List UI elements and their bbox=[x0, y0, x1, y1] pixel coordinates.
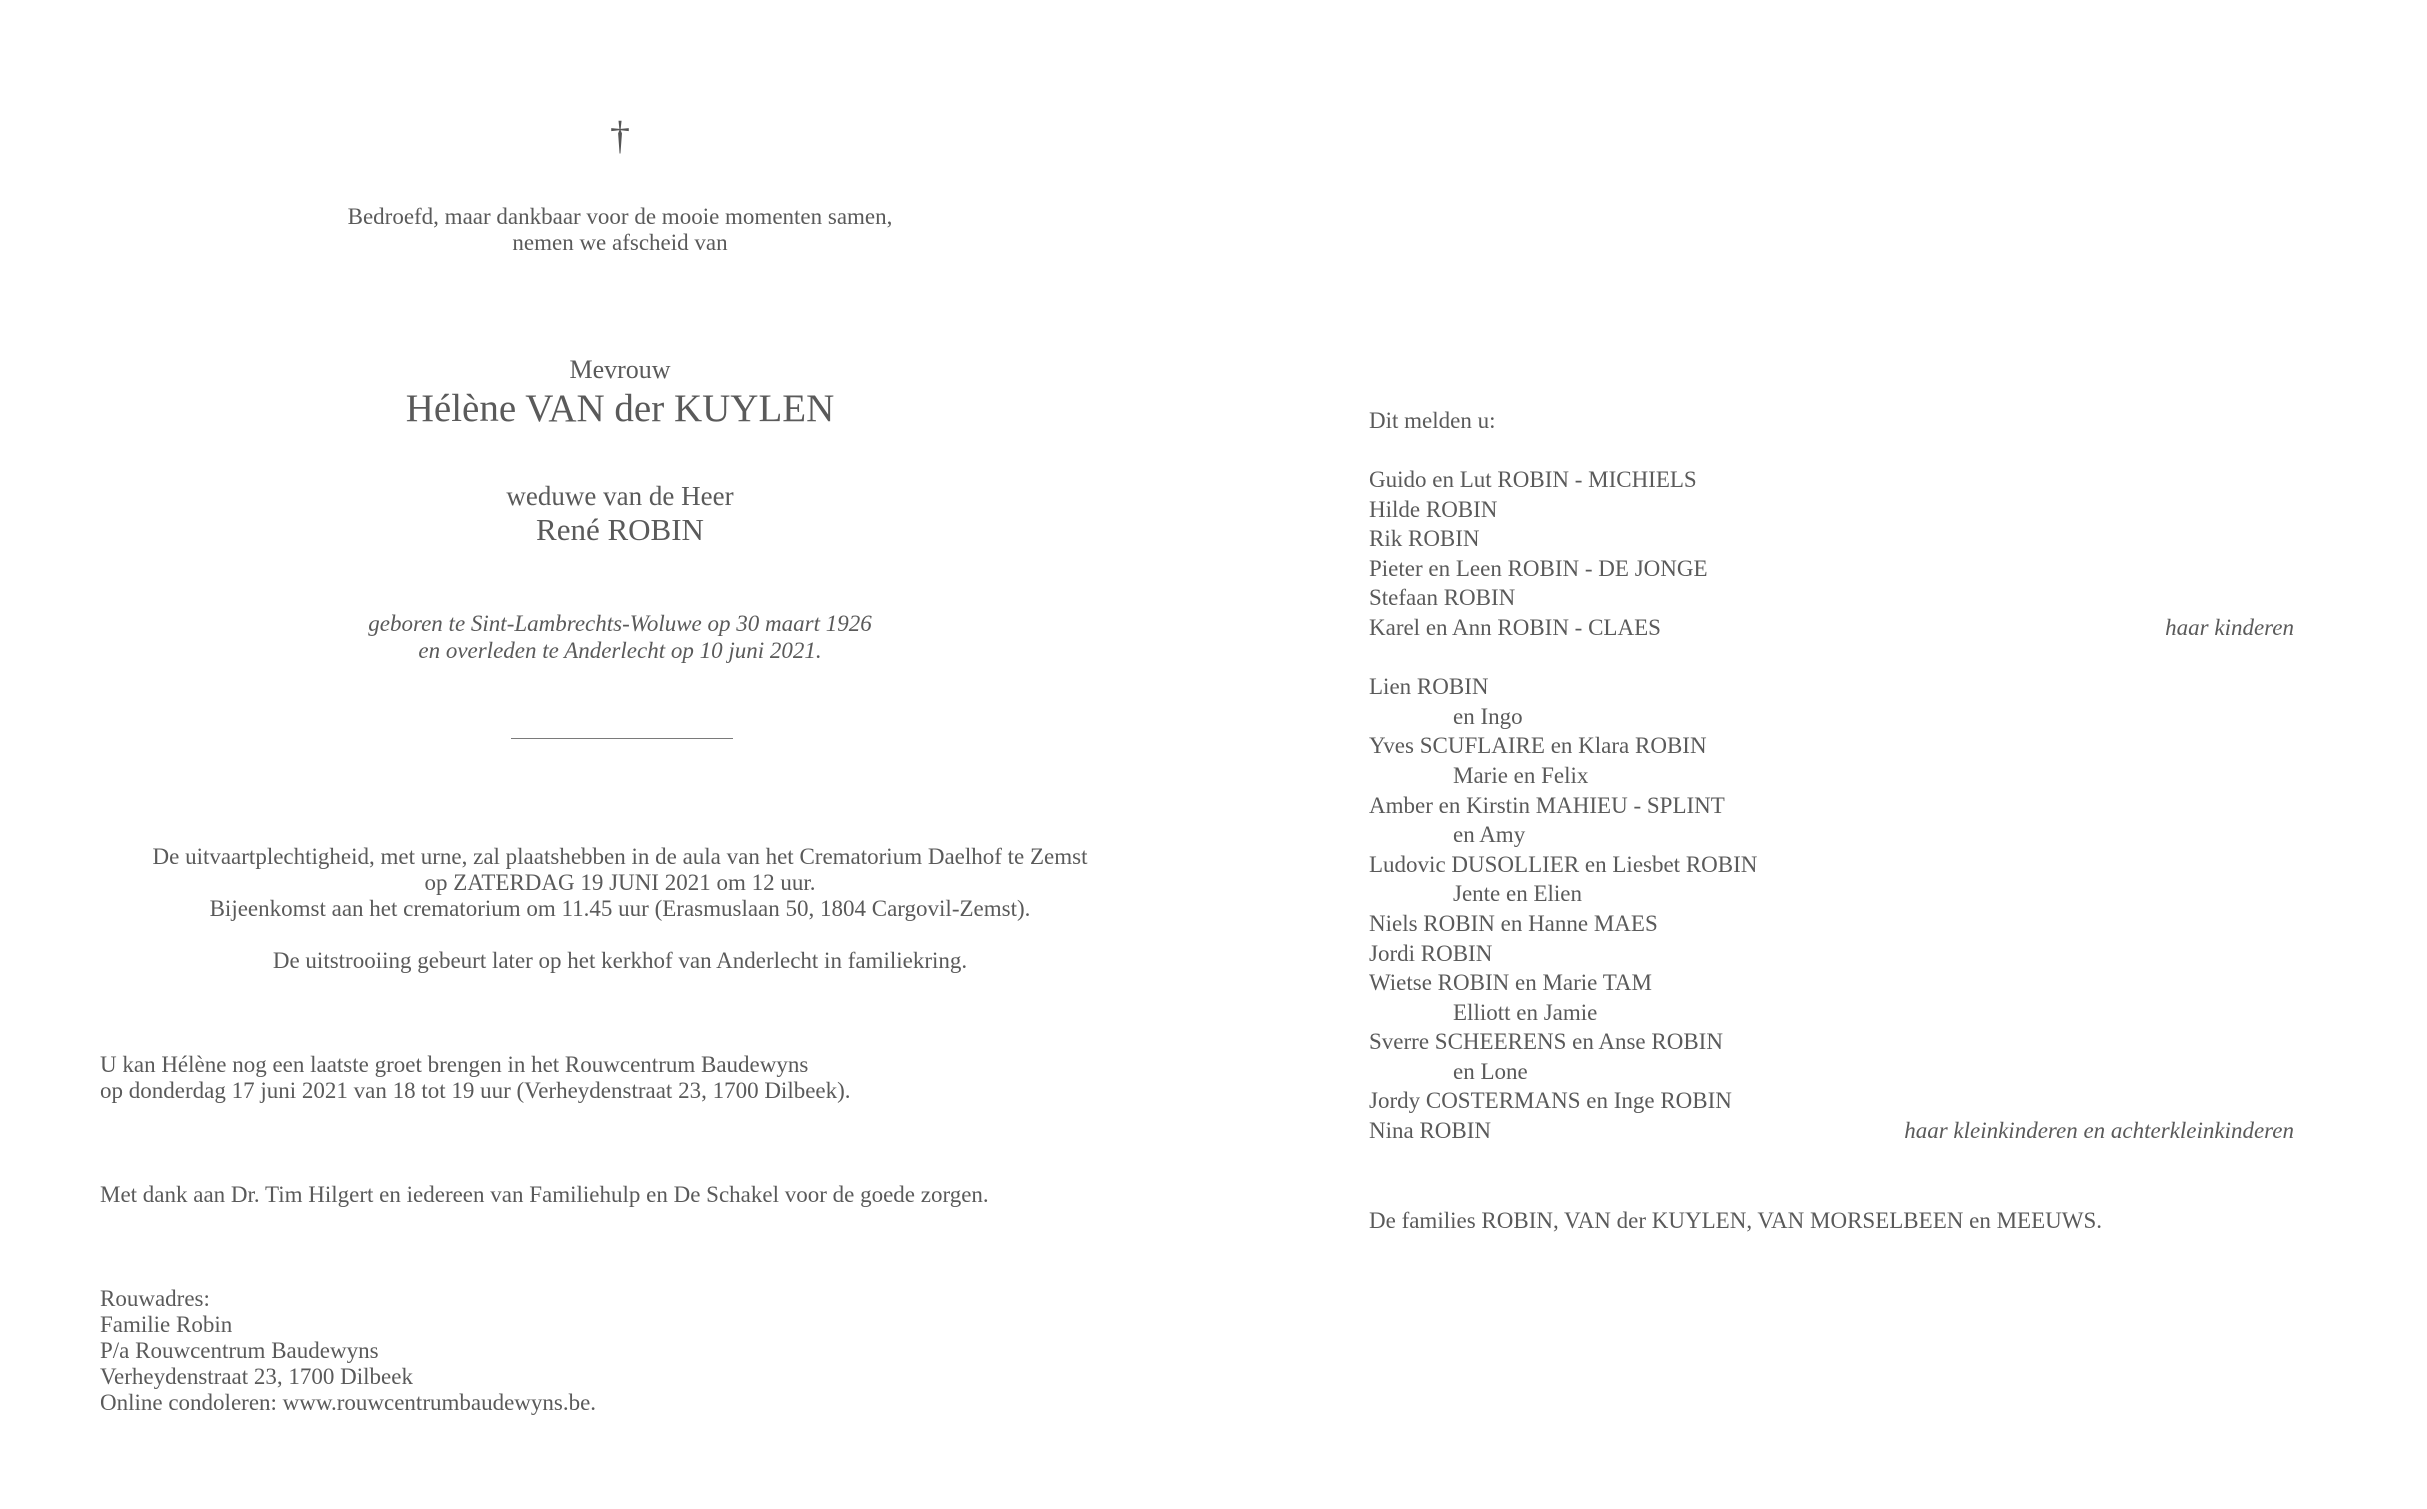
mourning-address bbox=[100, 1286, 1200, 1416]
ceremony-info bbox=[100, 844, 1140, 922]
list-item: Yves SCUFLAIRE en Klara ROBIN bbox=[1369, 733, 1707, 759]
list-item: en Amy bbox=[1453, 822, 1526, 848]
ceremony-line: op ZATERDAG 19 JUNI 2021 om 12 uur. bbox=[424, 870, 816, 895]
children-role-label: haar kinderen bbox=[2165, 614, 2294, 640]
list-item: Stefaan ROBIN bbox=[1369, 585, 1516, 611]
list-item: en Lone bbox=[1453, 1058, 1528, 1084]
widow-line: weduwe van de Heer bbox=[506, 481, 734, 511]
visit-line: U kan Hélène nog een laatste groet brengen in het Rouwcentrum Baudewyns bbox=[100, 1052, 809, 1077]
list-item: Pieter en Leen ROBIN - DE JONGE bbox=[1369, 555, 1708, 581]
ceremony-line: Bijeenkomst aan het crematorium om 11.45 uur (Erasmuslaan 50, 1804 Cargovil-Zemst). bbox=[209, 896, 1031, 921]
death-line: en overleden te Anderlecht op 10 juni 2021. bbox=[418, 638, 822, 663]
list-item: Jordy COSTERMANS en Inge ROBIN bbox=[1369, 1088, 1732, 1114]
cross-icon: † bbox=[610, 113, 630, 158]
thanks-text: Met dank aan Dr. Tim Hilgert en iedereen van Familiehulp en De Schakel voor de goede zorgen. bbox=[100, 1182, 989, 1207]
birth-line: geboren te Sint-Lambrechts-Woluwe op 30 maart 1926 bbox=[368, 611, 872, 636]
list-item: Guido en Lut ROBIN - MICHIELS bbox=[1369, 467, 1697, 492]
divider-line bbox=[511, 738, 733, 739]
list-item: Jente en Elien bbox=[1453, 881, 1583, 907]
family-list bbox=[1369, 465, 2294, 1146]
visit-line: op donderdag 17 juni 2021 van 18 tot 19 uur (Verheydenstraat 23, 1700 Dilbeek). bbox=[100, 1078, 851, 1103]
families-line: De families ROBIN, VAN der KUYLEN, VAN MORSELBEEN en MEEUWS. bbox=[1369, 1208, 2102, 1233]
intro-line: Bedroefd, maar dankbaar voor de mooie momenten samen, bbox=[347, 204, 893, 229]
address-line: P/a Rouwcentrum Baudewyns bbox=[100, 1338, 379, 1363]
ceremony-line: De uitvaartplechtigheid, met urne, zal plaatshebben in de aula van het Crematorium Daelhof te Zemst bbox=[152, 844, 1088, 869]
list-item: Sverre SCHEERENS en Anse ROBIN bbox=[1369, 1029, 1723, 1055]
address-line: Familie Robin bbox=[100, 1312, 233, 1337]
list-item-text: Nina ROBIN bbox=[1369, 1118, 1492, 1144]
address-line: Rouwadres: bbox=[100, 1286, 210, 1311]
list-item: Jordi ROBIN bbox=[1369, 940, 1493, 966]
spouse-name: René ROBIN bbox=[536, 512, 704, 547]
deceased-name: Hélène VAN der KUYLEN bbox=[405, 387, 835, 430]
scatter-info: De uitstrooiing gebeurt later op het kerkhof van Anderlecht in familiekring. bbox=[272, 948, 968, 973]
list-item: Marie en Felix bbox=[1453, 762, 1589, 788]
list-item: Wietse ROBIN en Marie TAM bbox=[1369, 970, 1652, 996]
list-spacer bbox=[1369, 643, 2294, 673]
address-line: Online condoleren: www.rouwcentrumbaudewyns.be. bbox=[100, 1390, 597, 1415]
grandchildren-role-label: haar kleinkinderen en achterkleinkinderen bbox=[1904, 1118, 2294, 1144]
list-item-with-role bbox=[1369, 1116, 2294, 1146]
list-item: Ludovic DUSOLLIER en Liesbet ROBIN bbox=[1369, 851, 1758, 877]
list-item-with-role bbox=[1369, 613, 2294, 643]
list-item: Niels ROBIN en Hanne MAES bbox=[1369, 910, 1658, 936]
deceased-title: Mevrouw bbox=[569, 355, 671, 384]
list-item: Lien ROBIN bbox=[1369, 674, 1489, 700]
list-item: Amber en Kirstin MAHIEU - SPLINT bbox=[1369, 792, 1725, 818]
list-item-text: Karel en Ann ROBIN - CLAES bbox=[1369, 614, 1661, 640]
birth-death-dates bbox=[200, 610, 1040, 664]
intro-line: nemen we afscheid van bbox=[512, 230, 728, 255]
address-line: Verheydenstraat 23, 1700 Dilbeek bbox=[100, 1364, 413, 1389]
list-item: Hilde ROBIN bbox=[1369, 496, 1498, 522]
list-item: Rik ROBIN bbox=[1369, 526, 1480, 552]
intro-text bbox=[200, 204, 1040, 256]
list-item: Elliott en Jamie bbox=[1453, 999, 1598, 1025]
list-item: en Ingo bbox=[1453, 703, 1523, 729]
announce-text: Dit melden u: bbox=[1369, 408, 1496, 433]
visit-info bbox=[100, 1052, 1200, 1104]
